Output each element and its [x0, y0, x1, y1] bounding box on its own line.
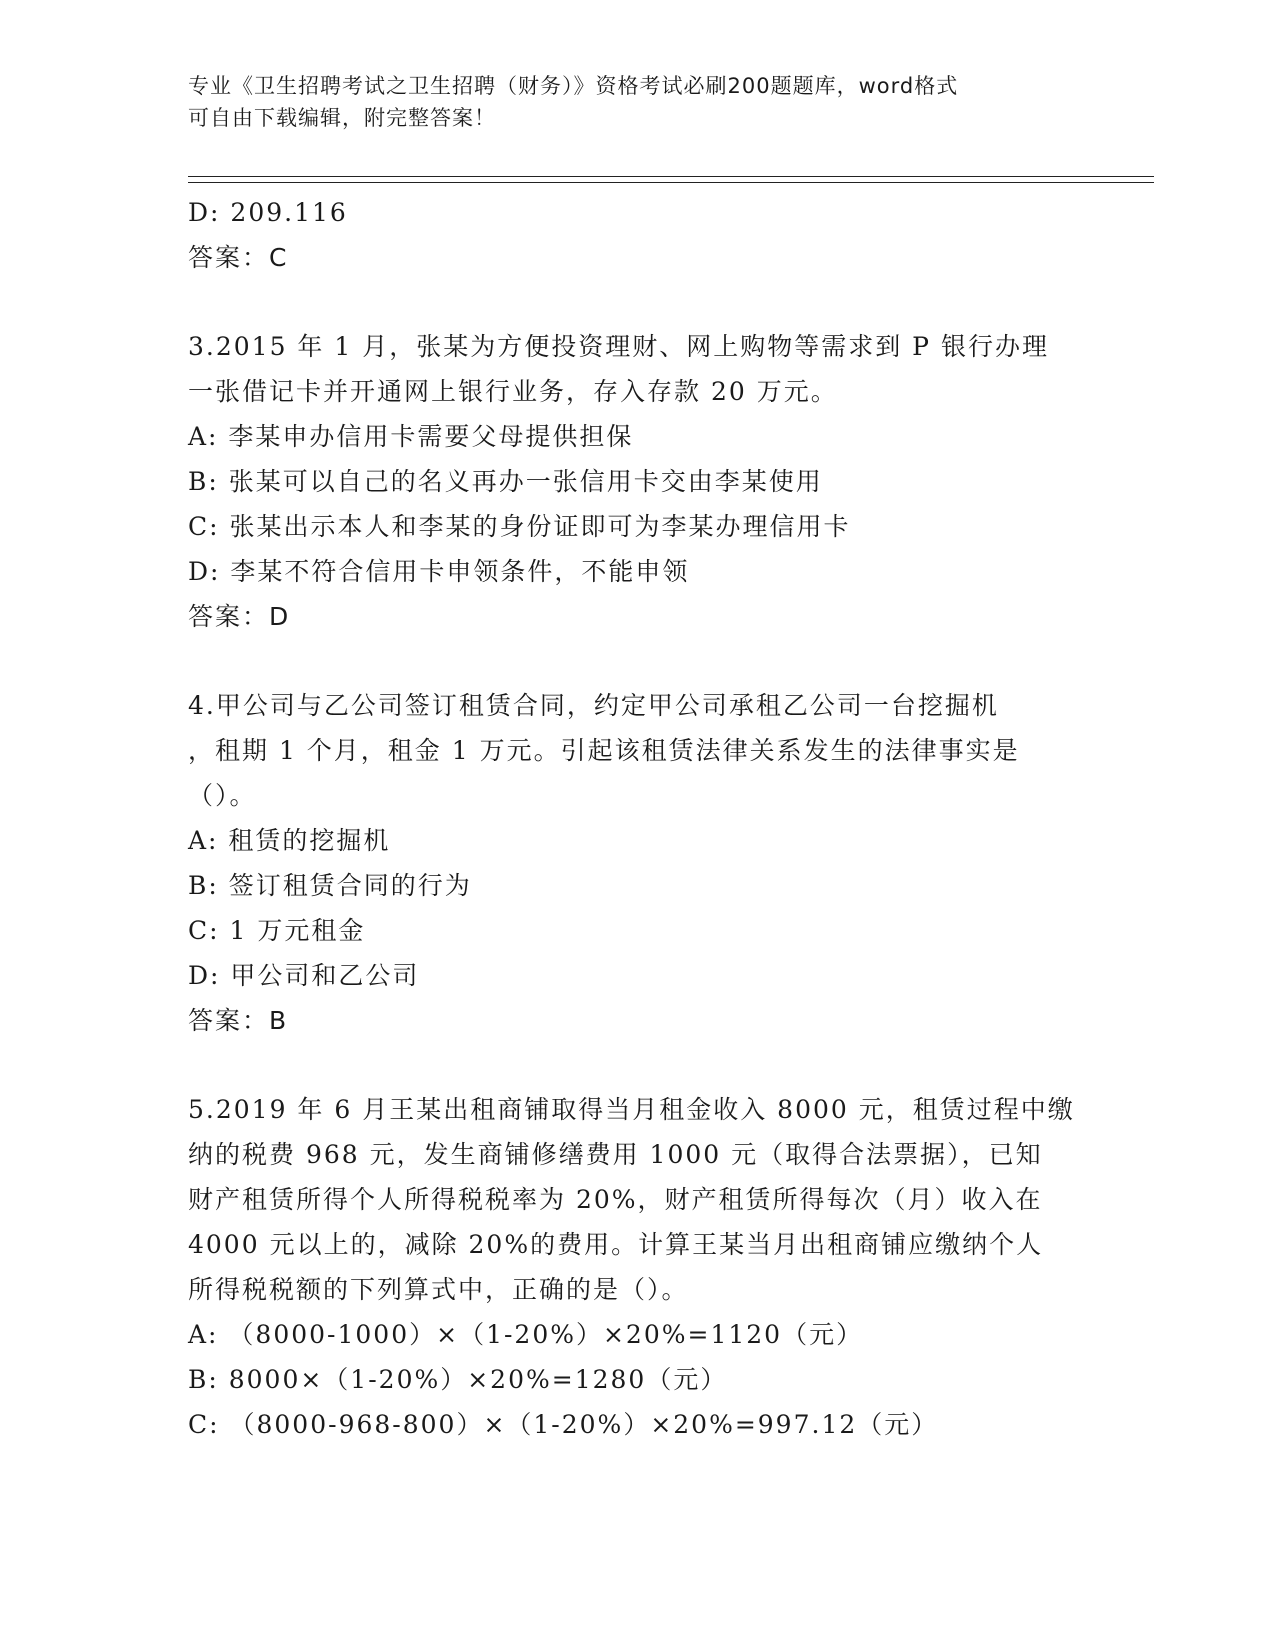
question-5-stem-line-3: 财产租赁所得个人所得税税率为 20%，财产租赁所得每次（月）收入在: [188, 1185, 1043, 1214]
question-5-stem-line-5: 所得税税额的下列算式中，正确的是（）。: [188, 1275, 689, 1304]
question-3-stem-line-2: 一张借记卡并开通网上银行业务，存入存款 20 万元。: [188, 377, 838, 406]
question-3-answer: 答案：D: [188, 602, 291, 631]
question-4-answer: 答案：B: [188, 1006, 289, 1035]
header-title-line-2: 可自由下载编辑，附完整答案！: [188, 106, 496, 130]
question-3-option-a: A: 李某申办信用卡需要父母提供担保: [188, 422, 634, 451]
question-4-stem-line-3: （）。: [188, 781, 257, 810]
prev-question-option-d: D: 209.116: [188, 198, 348, 227]
question-4-stem-line-2: ，租期 1 个月，租金 1 万元。引起该租赁法律关系发生的法律事实是: [188, 736, 1020, 765]
header-title-line-1: 专业《卫生招聘考试之卫生招聘（财务）》资格考试必刷200题题库，word格式: [188, 74, 959, 98]
question-5-stem-line-2: 纳的税费 968 元，发生商铺修缮费用 1000 元（取得合法票据），已知: [188, 1140, 1043, 1169]
question-3-option-c: C: 张某出示本人和李某的身份证即可为李某办理信用卡: [188, 512, 851, 541]
question-4-option-a: A: 租赁的挖掘机: [188, 826, 391, 855]
question-5: [188, 1087, 1088, 1447]
header-divider-top: [188, 176, 1154, 177]
page-header: [188, 70, 1068, 134]
question-4-option-d: D: 甲公司和乙公司: [188, 961, 420, 990]
question-4: [188, 683, 1088, 1043]
question-4-stem-line-1: 4.甲公司与乙公司签订租赁合同，约定甲公司承租乙公司一台挖掘机: [188, 691, 999, 720]
question-3-option-b: B: 张某可以自己的名义再办一张信用卡交由李某使用: [188, 467, 823, 496]
prev-question-answer: 答案：C: [188, 243, 289, 272]
question-5-stem-line-1: 5.2019 年 6 月王某出租商铺取得当月租金收入 8000 元，租赁过程中缴: [188, 1095, 1075, 1124]
question-3: [188, 324, 1088, 639]
question-3-stem-line-1: 3.2015 年 1 月，张某为方便投资理财、网上购物等需求到 P 银行办理: [188, 332, 1049, 361]
question-5-stem-line-4: 4000 元以上的，减除 20%的费用。计算王某当月出租商铺应缴纳个人: [188, 1230, 1044, 1259]
question-3-option-d: D: 李某不符合信用卡申领条件，不能申领: [188, 557, 690, 586]
question-4-option-c: C: 1 万元租金: [188, 916, 366, 945]
question-4-option-b: B: 签订租赁合同的行为: [188, 871, 472, 900]
header-divider-bottom: [188, 182, 1154, 183]
question-5-option-b: B: 8000×（1-20%）×20%=1280（元）: [188, 1365, 728, 1394]
document-body: [188, 190, 1088, 1447]
question-5-option-a: A: （8000-1000）×（1-20%）×20%=1120（元）: [188, 1320, 864, 1349]
question-5-option-c: C: （8000-968-800）×（1-20%）×20%=997.12（元）: [188, 1410, 939, 1439]
